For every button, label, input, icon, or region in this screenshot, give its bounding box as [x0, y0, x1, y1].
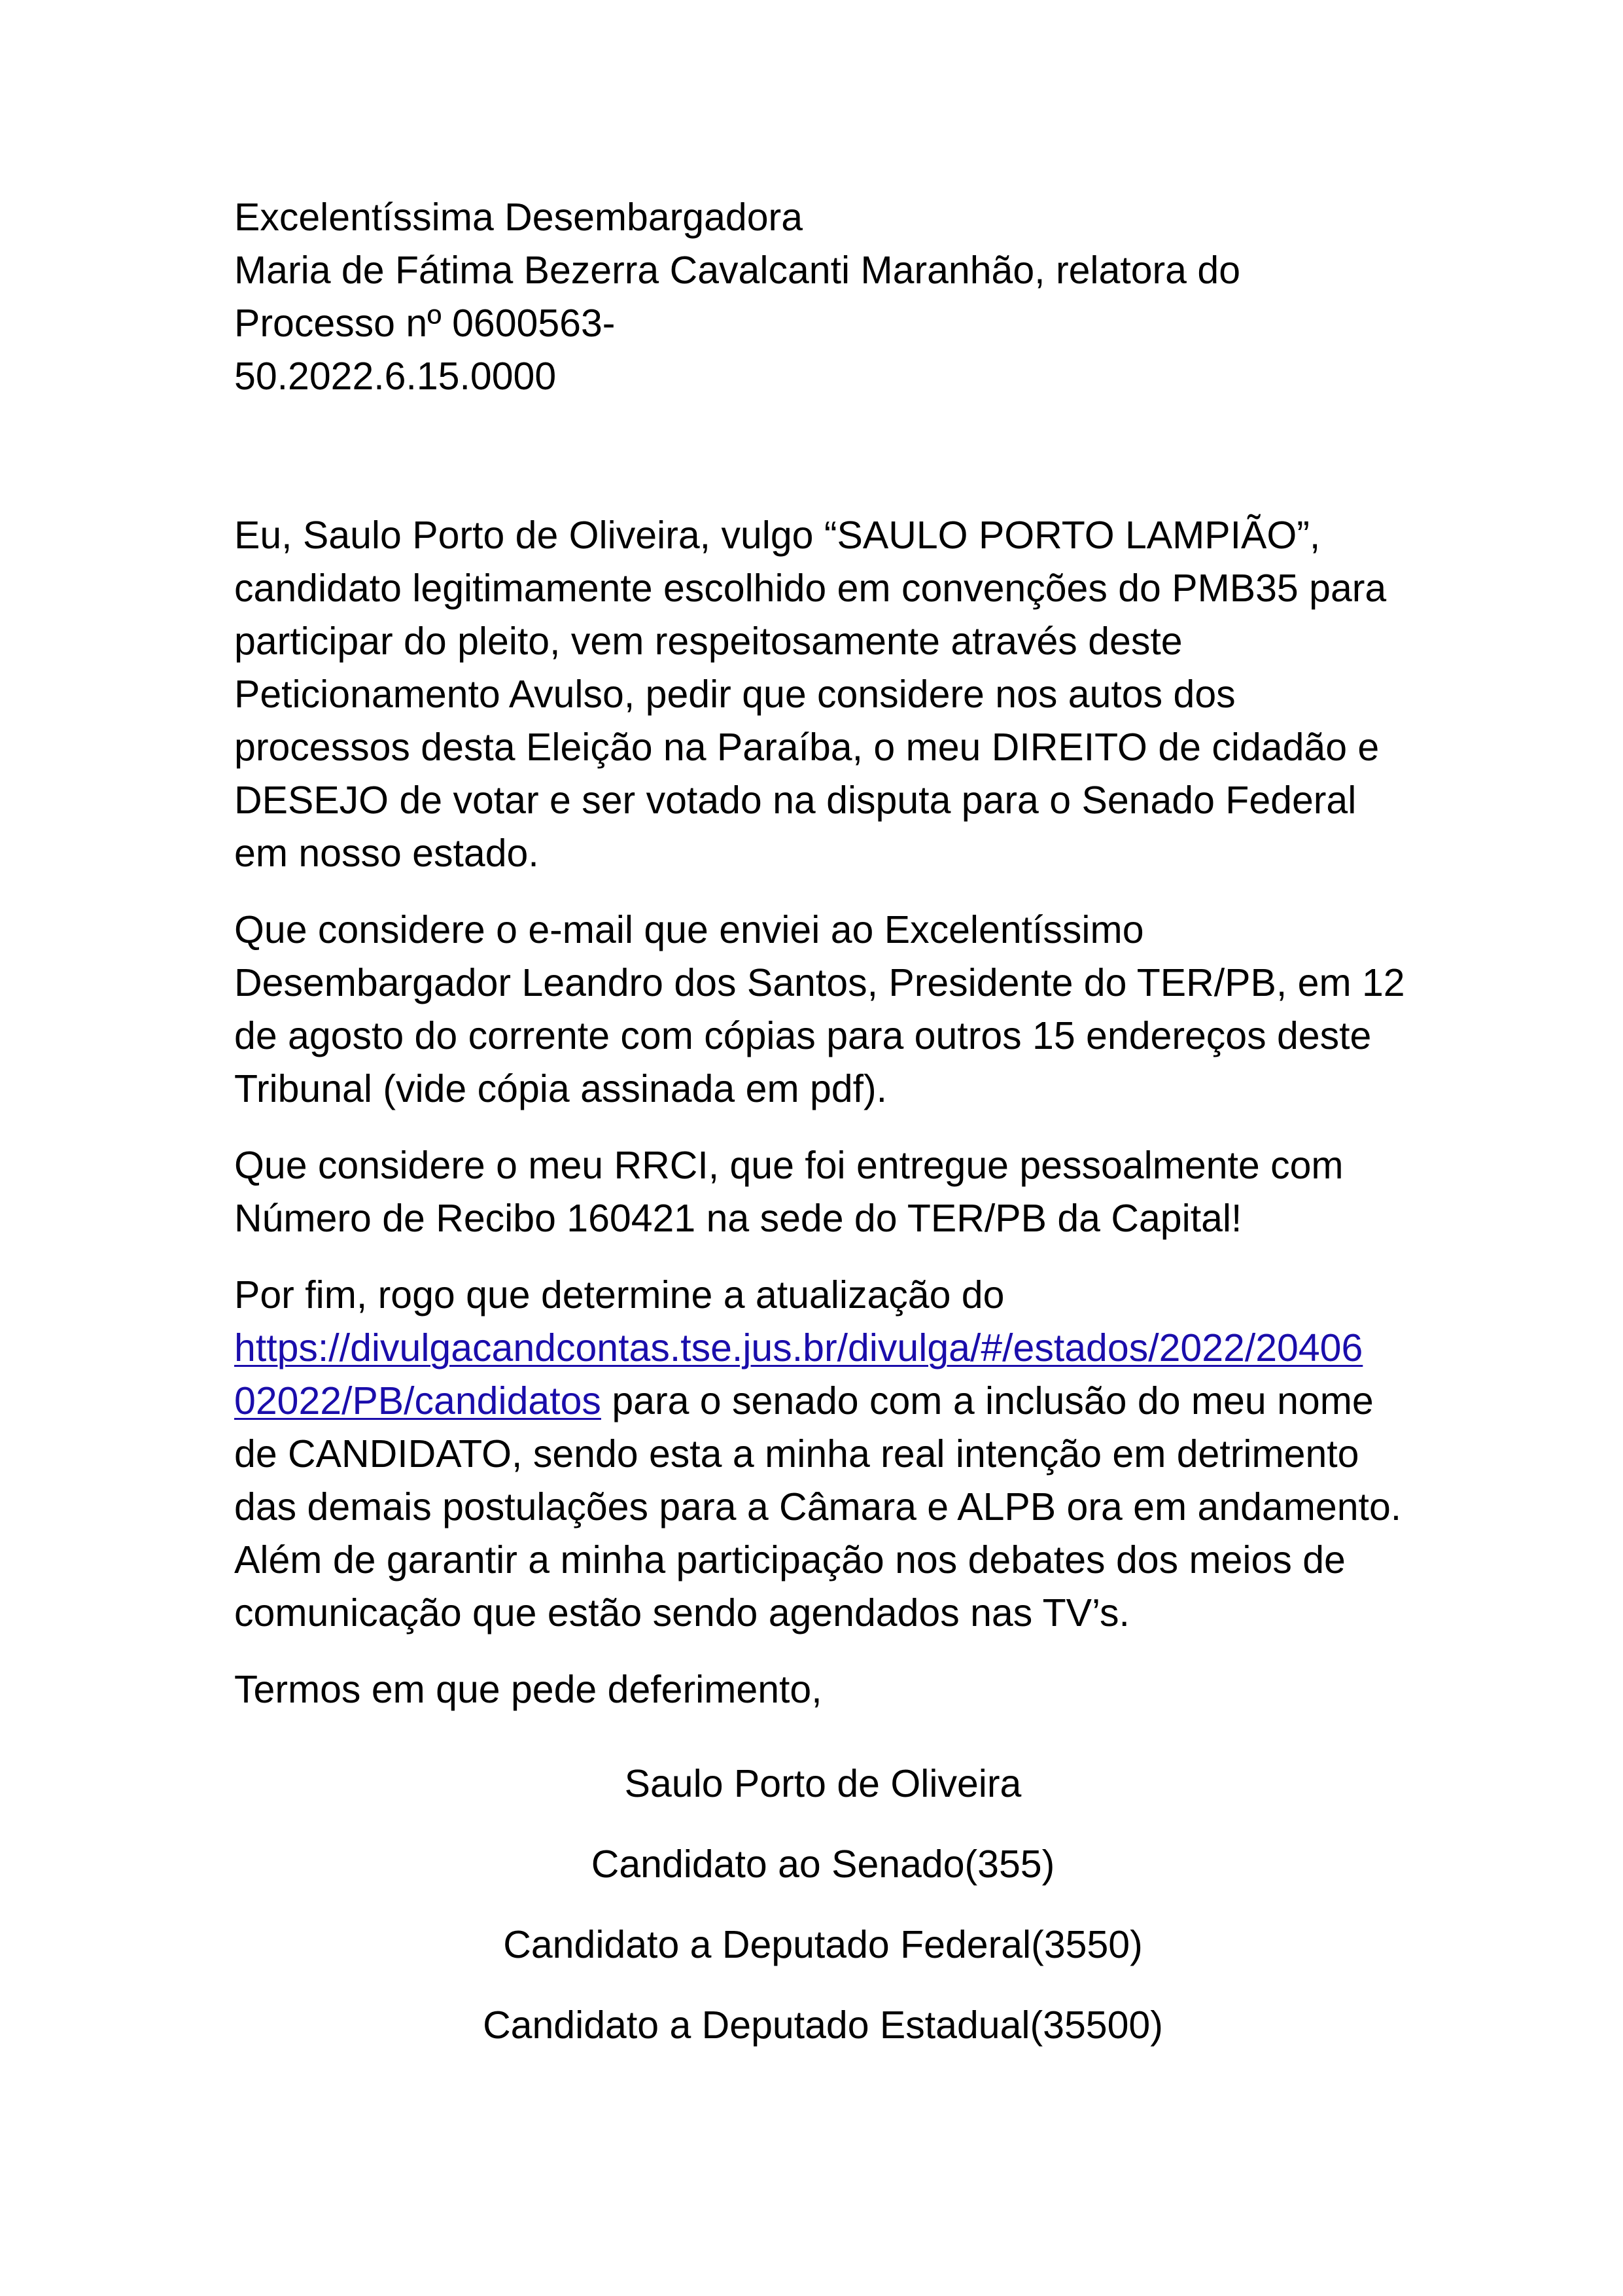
signature-role-senate: Candidato ao Senado(355)	[591, 1843, 1055, 1886]
addressee-line-process-number: 50.2022.6.15.0000	[234, 355, 557, 398]
addressee-line-title: Excelentíssima Desembargadora	[234, 196, 803, 239]
document-body	[234, 191, 1412, 2066]
signature-role-state-deputy: Candidato a Deputado Estadual(35500)	[483, 2004, 1163, 2047]
paragraph-request	[234, 1269, 1412, 1640]
candidates-link-part2: 02022/PB/candidatos	[234, 1379, 601, 1422]
candidates-link-continuation[interactable]	[234, 1379, 601, 1422]
signature-role-federal-deputy: Candidato a Deputado Federal(3550)	[503, 1923, 1143, 1966]
signature-name: Saulo Porto de Oliveira	[624, 1762, 1022, 1805]
signature-block	[234, 1744, 1412, 2066]
candidates-link-part1: https://divulgacandcontas.tse.jus.br/divulga/#/estados/2022/20406	[234, 1326, 1363, 1369]
addressee-line-process: Processo nº 0600563-	[234, 302, 616, 345]
addressee-line-name: Maria de Fátima Bezerra Cavalcanti Maranhão, relatora do	[234, 249, 1241, 292]
paragraph-rrci: Que considere o meu RRCI, que foi entregue pessoalmente com Número de Recibo 160421 na sede do TER/PB da Capital!	[234, 1144, 1344, 1240]
paragraph-closing: Termos em que pede deferimento,	[234, 1668, 822, 1711]
addressee-block	[234, 191, 1412, 403]
paragraph-email: Que considere o e-mail que enviei ao Excelentíssimo Desembargador Leandro dos Santos, Presidente do TER/PB, em 12 de agosto do corrente com cópias para outros 15 endereços deste Tribunal (vide cópia assinada em pdf).	[234, 908, 1405, 1110]
paragraph-petition: Eu, Saulo Porto de Oliveira, vulgo “SAULO PORTO LAMPIÃO”, candidato legitimamente escolhido em convenções do PMB35 para participar do pleito, vem respeitosamente através deste Peticionamento Avulso, pedir que considere nos autos dos processos desta Eleição na Paraíba, o meu DIREITO de cidadão e DESEJO de votar e ser votado na disputa para o Senado Federal em nosso estado.	[234, 514, 1387, 875]
candidates-link[interactable]	[234, 1322, 1412, 1375]
paragraph-request-rest: para o senado com a inclusão do meu nome de CANDIDATO, sendo esta a minha real intenção em detrimento das demais postulações para a Câmara e ALPB ora em andamento. Além de garantir a minha participação nos debates dos meios de comunicação que estão sendo agendados nas TV’s.	[234, 1379, 1402, 1634]
paragraph-request-intro: Por fim, rogo que determine a atualização do	[234, 1273, 1005, 1316]
